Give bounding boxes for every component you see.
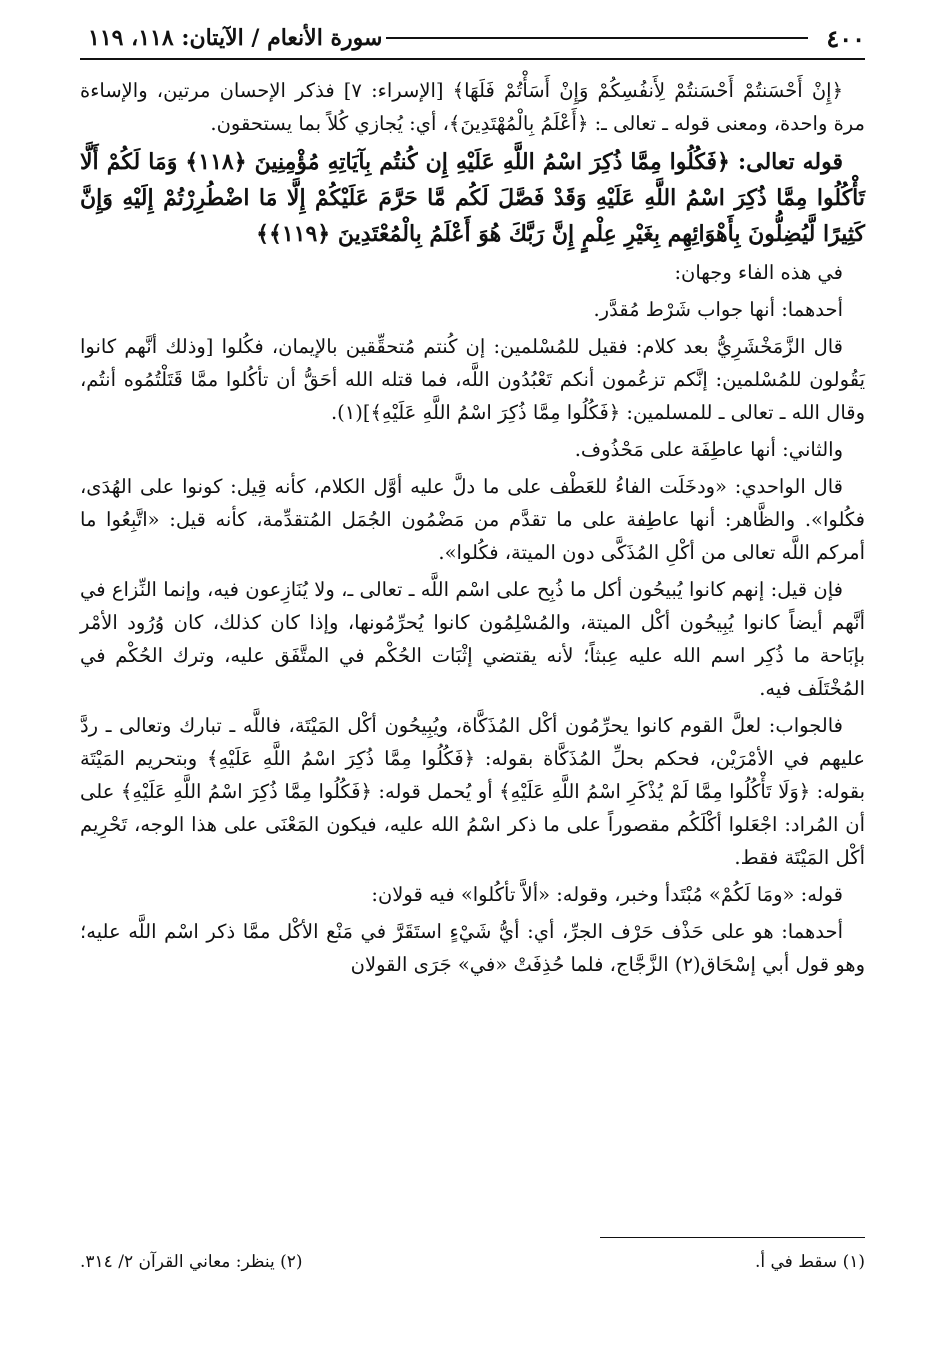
paragraph-8: فإن قيل: إنهم كانوا يُبيحُون أكل ما ذُبِح على اسْم اللَّه ـ تعالى ـ، ولا يُنَازِعون فيه، وإنما النِّزاع في أنَّهم أيضاً كانوا يُبِيحُون أكْل الميتة، والمُسْلِمُون كانوا يُحرِّمُونها، وإذا كان كذلك، كان وُرُود الأمْر بإبَاحة ما ذُكِر اسم الله عليه عِبثاً؛ لأنه يقتضي إثْبَات الحُكْم في المتَّفَق عليه، وترك الحُكْم في المُخْتَلَف فيه. <box>80 578 865 700</box>
footnote-1: (١) سقط في أ. <box>754 1252 865 1272</box>
paragraph-11: أحدهما: هو على حَذْف حَرْف الجرِّ، أي: أيُّ شَيْءٍ استَقَرَّ في مَنْع الأكْل ممَّا ذكر اسْم اللَّه عليه؛ وهو قول أبي إسْحَاق(٢) الزَّجَّاج، فلما حُذِفَتْ «في» جَرَى القولان <box>80 920 865 976</box>
paragraph-3: في هذه الفاء وجهان: <box>674 261 843 284</box>
paragraph-6: والثاني: أنها عاطِفَة على مَحْذُوف. <box>574 438 843 461</box>
running-title: سورة الأنعام / الآيتان: ١١٨، ١١٩ <box>88 25 383 51</box>
paragraph-10: قوله: «ومَا لَكُمْ» مُبْتَدأ وخبر، وقوله: «ألاَّ تأكُلوا» فيه قولان: <box>371 883 843 906</box>
paragraph-4: أحدهما: أنها جواب شَرْط مُقدَّر. <box>593 298 843 321</box>
footnote-rule <box>600 1237 865 1238</box>
paragraph-5: قال الزَّمَخْشَرِيُّ بعد كلام: فقيل للمُسْلمين: إن كُنتم مُتحقِّقين بالإيمان، فكُلوا [وذلك أنَّهم كانوا يَقُولون للمُسْلمين: إنَّكم تزعُمون أنكم تَعْبُدُون اللَّه، فما قتله الله أحَقُّ أن تأكُلوا ممَّا قَتَلْتُمُوه أنتُم، وقال الله ـ تعالى ـ للمسلمين: ﴿فَكُلُوا مِمَّا ذُكِرَ اسْمُ اللَّهِ عَلَيْهِ﴾](١). <box>80 335 865 424</box>
paragraph-1: ﴿إِنْ أَحْسَنتُمْ أَحْسَنتُمْ لِأَنفُسِكُمْ وَإِنْ أَسَأْتُمْ فَلَهَا﴾ [الإسراء: ٧] فذكر الإحسان مرتين، والإساءة مرة واحدة، ومعنى قوله ـ تعالى ـ: ﴿أَعْلَمُ بِالْمُهْتَدِينَ﴾، أي: يُجازي كُلاً بما يستحقون. <box>80 79 865 135</box>
main-text <box>80 74 865 981</box>
footnote-2: (٢) ينظر: معاني القرآن ٢/ ٣١٤. <box>80 1252 303 1272</box>
running-header <box>80 18 865 60</box>
paragraph-7: قال الواحدي: «ودخَلَت الفاءُ للعَطْف على ما دلَّ عليه أوَّل الكلام، كأنه قِيل: كونوا على الهُدَى، فكُلوا». والظَّاهر: أنها عاطِفة على ما تقدَّم من مَضْمُون الجُمَل المُتقدِّمة، كأنه قيل: «اتَّبِعُوا ما أمركم اللَّه تعالى من أكْلِ المُذَكَّى دون الميتة، فكُلوا». <box>80 475 865 564</box>
paragraph-9: فالجواب: لعلَّ القوم كانوا يحرِّمُون أكْل المُذَكَّاة، ويُبِيحُون أكْل المَيْتَة، فاللَّه ـ تبارك وتعالى ـ ردَّ عليهم في الأمْرَيْن، فحكم بحلِّ المُذَكَّاة بقوله: ﴿فَكُلُوا مِمَّا ذُكِرَ اسْمُ اللَّهِ عَلَيْهِ﴾ وبتحريم المَيْتَة بقوله: ﴿وَلَا تَأْكُلُوا مِمَّا لَمْ يُذْكَرِ اسْمُ اللَّهِ عَلَيْهِ﴾ أو يُحمل قوله: ﴿فَكُلُوا مِمَّا ذُكِرَ اسْمُ اللَّهِ عَلَيْهِ﴾ على أن المُراد: اجْعَلوا أكْلَكُم مقصوراً على ما ذكر اسْمُ الله عليه، فيكون المَعْنَى على هذا الوجه، تَحْرِيم أكْل المَيْتَة فقط. <box>80 714 865 869</box>
footnotes <box>80 1252 865 1272</box>
page-number: ٤٠٠ <box>826 23 865 53</box>
header-rule <box>386 37 808 39</box>
quran-verse-block: قوله تعالى: ﴿فَكُلُوا مِمَّا ذُكِرَ اسْمُ اللَّهِ عَلَيْهِ إِن كُنتُم بِآيَاتِهِ مُؤْمِنِينَ ﴿١١٨﴾ وَمَا لَكُمْ أَلَّا تَأْكُلُوا مِمَّا ذُكِرَ اسْمُ اللَّهِ عَلَيْهِ وَقَدْ فَصَّلَ لَكُم مَّا حَرَّمَ عَلَيْكُمْ إِلَّا مَا اضْطُرِرْتُمْ إِلَيْهِ وَإِنَّ كَثِيرًا لَّيُضِلُّونَ بِأَهْوَائِهِم بِغَيْرِ عِلْمٍ إِنَّ رَبَّكَ هُوَ أَعْلَمُ بِالْمُعْتَدِينَ ﴿١١٩﴾﴾ <box>80 149 865 247</box>
